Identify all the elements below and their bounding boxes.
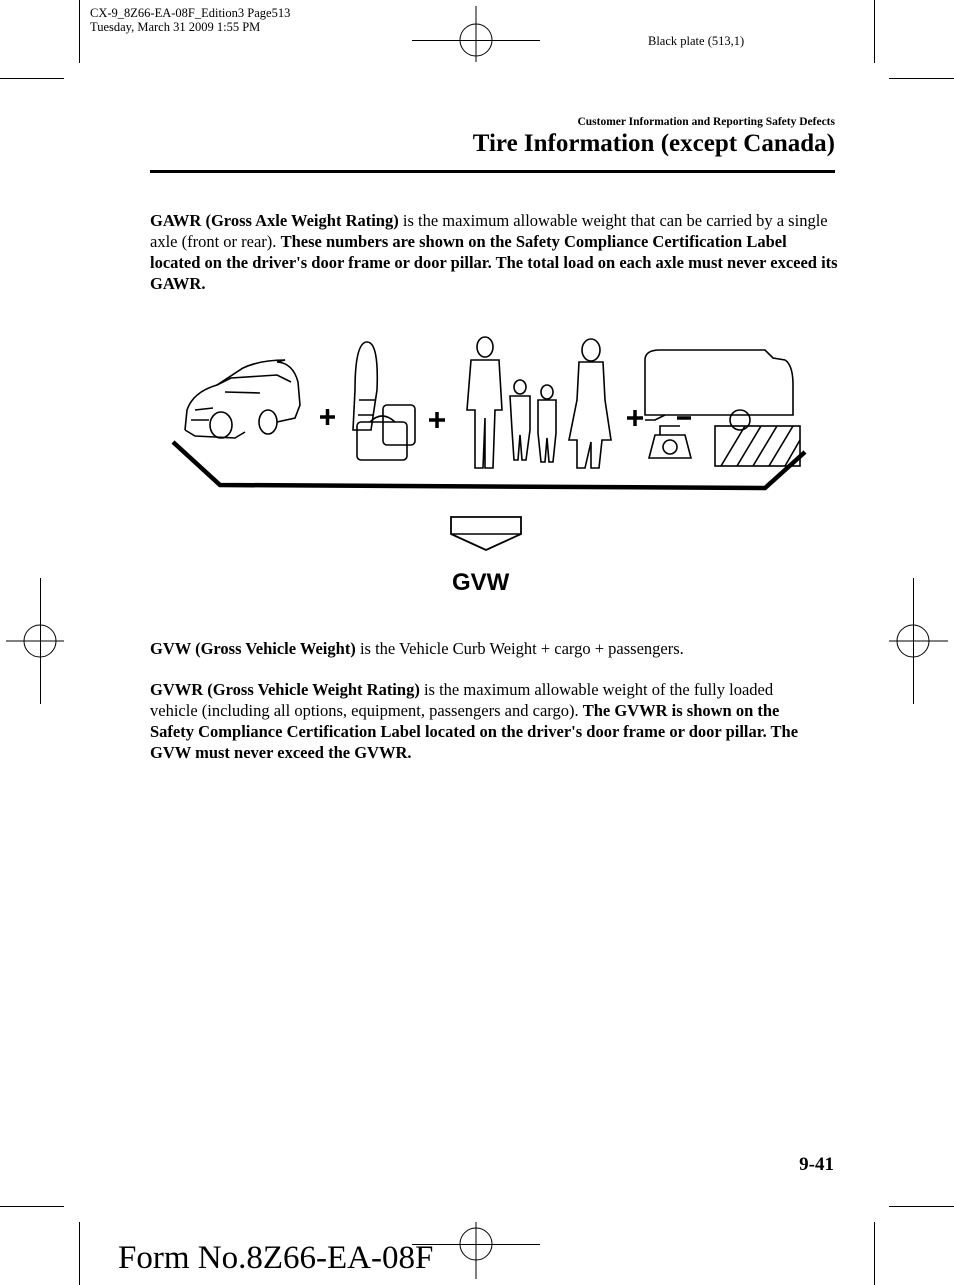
gawr-text: is the maximum allowable weight that can be carried by a single axle (front or rear). <box>150 211 828 251</box>
gvw-figure-label: GVW <box>452 569 510 596</box>
gvwr-bold-text: The GVWR is shown on the Safety Compliance Certification Label located on the driver's door frame or door pillar. The GVW must never exceed the GVWR. <box>150 701 799 762</box>
ground-hatch <box>715 426 800 466</box>
gvw-text: is the Vehicle Curb Weight + cargo + passengers. <box>355 639 684 658</box>
gvwr-text: is the maximum allowable weight of the fully loaded vehicle (including all options, equipment, passengers and cargo). <box>150 680 774 720</box>
passengers-icon <box>467 337 611 468</box>
gvwr-paragraph <box>150 679 820 763</box>
slug-file-line: CX-9_8Z66-EA-08F_Edition3 Page513 <box>90 6 291 20</box>
scale-icon <box>649 426 691 458</box>
trailer-icon <box>645 350 793 430</box>
gawr-term: GAWR (Gross Axle Weight Rating) <box>150 211 399 230</box>
gawr-paragraph <box>150 210 840 294</box>
gawr-bold-text: These numbers are shown on the Safety Compliance Certification Label located on the driver's door frame or door pillar. The total load on each axle must never exceed its GAWR. <box>150 232 838 293</box>
gvw-paragraph <box>150 638 840 659</box>
result-arrow <box>448 514 524 554</box>
title-rule <box>150 170 835 173</box>
page-title: Tire Information (except Canada) <box>472 130 835 157</box>
luggage-icon <box>353 342 415 460</box>
gvwr-term: GVWR (Gross Vehicle Weight Rating) <box>150 680 420 699</box>
gvw-illustration <box>165 330 815 520</box>
page-number: 9-41 <box>799 1154 834 1175</box>
slug-date-line: Tuesday, March 31 2009 1:55 PM <box>90 20 261 34</box>
section-heading: Customer Information and Reporting Safety Defects <box>577 116 835 128</box>
gvw-term: GVW (Gross Vehicle Weight) <box>150 639 356 658</box>
plate-label: Black plate (513,1) <box>648 34 745 48</box>
vehicle-icon <box>185 360 300 438</box>
form-number: Form No.8Z66-EA-08F <box>118 1240 434 1276</box>
